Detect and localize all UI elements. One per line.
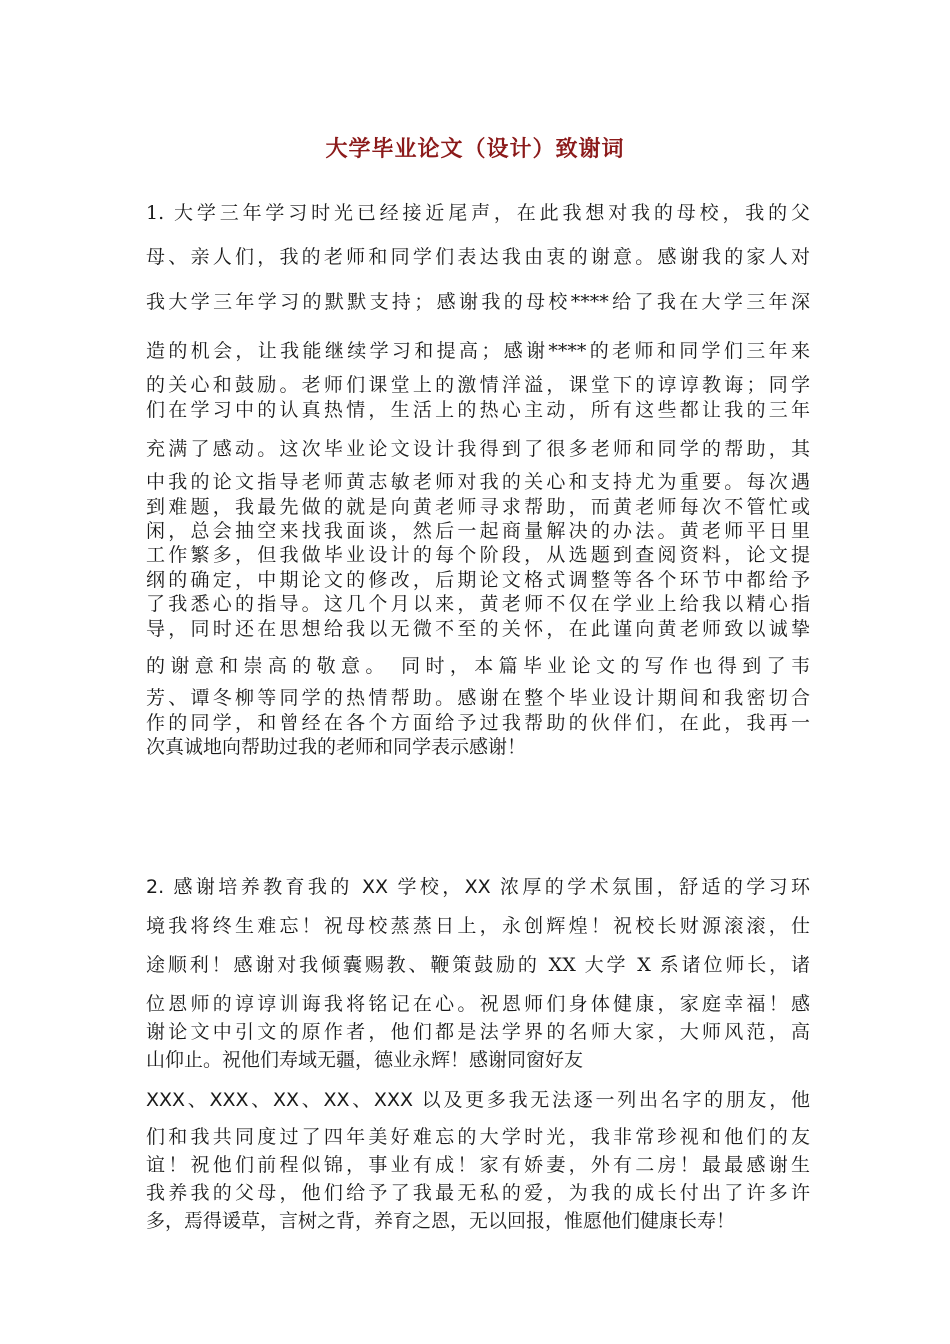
paragraph-2 xyxy=(146,872,810,1237)
paragraph-line: 多，焉得谖草，言树之背，养育之恩，无以回报，惟愿他们健康长寿！ xyxy=(146,1210,736,1232)
paragraph-line: 作的同学，和曾经在各个方面给予过我帮助的伙伴们，在此，我再一 xyxy=(146,712,810,734)
paragraph-line: 工作繁多，但我做毕业设计的每个阶段，从选题到查阅资料，论文提 xyxy=(146,544,810,566)
paragraph-line: 的谢意和崇高的敬意。 同时，本篇毕业论文的写作也得到了韦 xyxy=(146,655,810,677)
paragraph-line: 导，同时还在思想给我以无微不至的关怀，在此谨向黄老师致以诚挚 xyxy=(146,618,810,640)
paragraph-line: 中我的论文指导老师黄志敏老师对我的关心和支持尤为重要。每次遇 xyxy=(146,471,810,493)
paragraph-line: 充满了感动。这次毕业论文设计我得到了很多老师和同学的帮助，其 xyxy=(146,438,810,460)
paragraph-line: 境我将终生难忘！祝母校蒸蒸日上，永创辉煌！祝校长财源滚滚，仕 xyxy=(146,915,810,937)
paragraph-line: 了我悉心的指导。这几个月以来，黄老师不仅在学业上给我以精心指 xyxy=(146,593,810,615)
paragraph-line: 到难题，我最先做的就是向黄老师寻求帮助，而黄老师每次不管忙或 xyxy=(146,496,810,518)
paragraph-line: 次真诚地向帮助过我的老师和同学表示感谢！ xyxy=(146,736,527,758)
paragraph-line: 1. 大学三年学习时光已经接近尾声，在此我想对我的母校，我的父 xyxy=(146,202,810,224)
paragraph-line: 造的机会，让我能继续学习和提高；感谢****的老师和同学们三年来 xyxy=(146,340,810,362)
paragraph-line: 谢论文中引文的原作者，他们都是法学界的名师大家，大师风范，高 xyxy=(146,1021,810,1043)
paragraph-line: 位恩师的谆谆训诲我将铭记在心。祝恩师们身体健康，家庭幸福！感 xyxy=(146,993,810,1015)
paragraph-line: 的关心和鼓励。老师们课堂上的激情洋溢，课堂下的谆谆教诲；同学 xyxy=(146,374,810,396)
paragraph-line: 闲，总会抽空来找我面谈，然后一起商量解决的办法。黄老师平日里 xyxy=(146,520,810,542)
paragraph-line: 我大学三年学习的默默支持；感谢我的母校****给了我在大学三年深 xyxy=(146,291,810,313)
paragraph-line: 谊！祝他们前程似锦，事业有成！家有娇妻，外有二房！最最感谢生 xyxy=(146,1154,810,1176)
paragraph-line: 山仰止。祝他们寿域无疆，德业永辉！感谢同窗好友 xyxy=(146,1049,584,1071)
paragraph-line: 们在学习中的认真热情，生活上的热心主动，所有这些都让我的三年 xyxy=(146,399,810,421)
document-title: 大学毕业论文（设计）致谢词 xyxy=(325,136,625,162)
paragraph-line: 们和我共同度过了四年美好难忘的大学时光，我非常珍视和他们的友 xyxy=(146,1126,810,1148)
paragraph-line: 2. 感谢培养教育我的 XX 学校，XX 浓厚的学术氛围，舒适的学习环 xyxy=(146,876,810,898)
paragraph-line: 芳、谭冬柳等同学的热情帮助。感谢在整个毕业设计期间和我密切合 xyxy=(146,687,810,709)
paragraph-line: 母、亲人们，我的老师和同学们表达我由衷的谢意。感谢我的家人对 xyxy=(146,246,810,268)
paragraph-line: XXX、XXX、XX、XX、XXX 以及更多我无法逐一列出名字的朋友，他 xyxy=(146,1089,810,1111)
paragraph-line: 途顺利！感谢对我倾囊赐教、鞭策鼓励的 XX 大学 X 系诸位师长，诸 xyxy=(146,954,810,976)
paragraph-line: 纲的确定，中期论文的修改，后期论文格式调整等各个环节中都给予 xyxy=(146,569,810,591)
paragraph-line: 我养我的父母，他们给予了我最无私的爱，为我的成长付出了许多许 xyxy=(146,1182,810,1204)
paragraph-1 xyxy=(146,198,810,763)
